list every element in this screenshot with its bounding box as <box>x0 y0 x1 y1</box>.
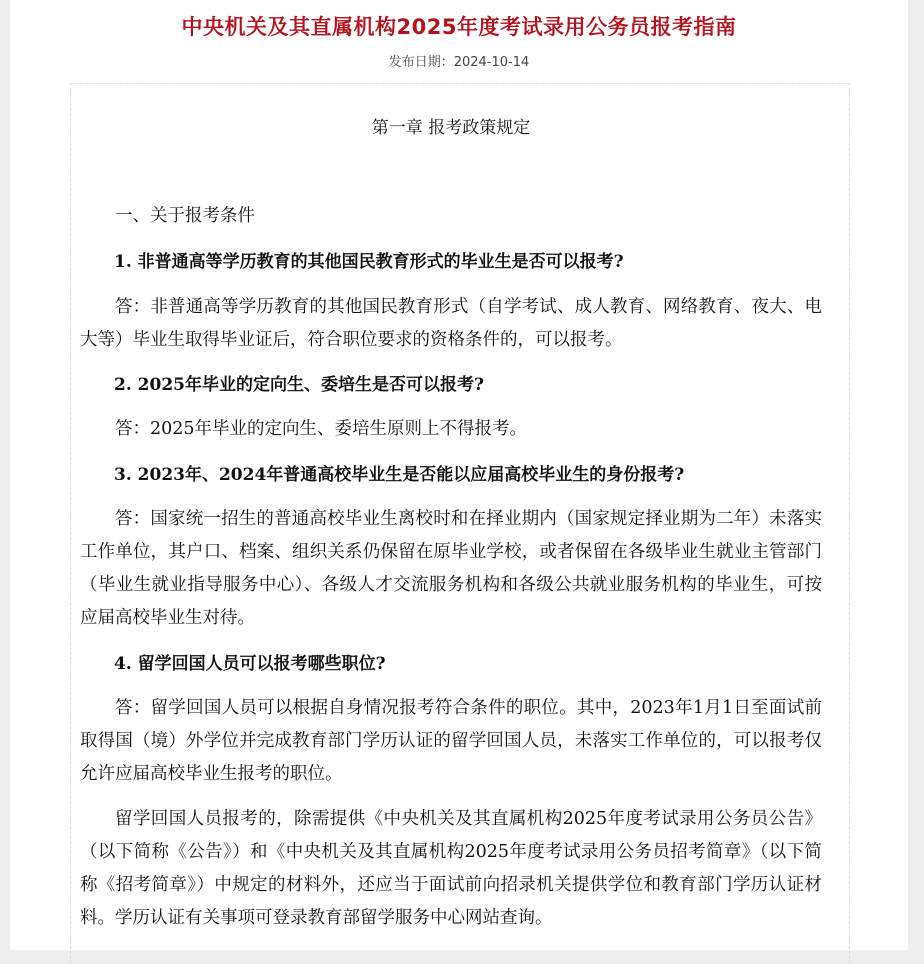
question-2: 2. 2025年毕业的定向生、委培生是否可以报考? <box>114 375 484 395</box>
answer-2: 答：2025年毕业的定向生、委培生原则上不得报考。 <box>115 419 528 439</box>
question-4: 4. 留学回国人员可以报考哪些职位? <box>114 654 386 674</box>
answer-1: 答：非普通高等学历教育的其他国民教育形式（自学考试、成人教育、网络教育、夜大、电大等）毕业生取得毕业证后，符合职位要求的资格条件的，可以报考。 <box>80 297 822 350</box>
question-1: 1. 非普通高等学历教育的其他国民教育形式的毕业生是否可以报考? <box>114 252 624 272</box>
answer-4-continued: 留学回国人员报考的，除需提供《中央机关及其直属机构2025年度考试录用公务员公告》（以下简称《公告》）和《中央机关及其直属机构2025年度考试录用公务员招考简章》（以下简称《招考简章》）中规定的材料外，还应当于面试前向招录机关提供学位和教育部门学历认证材料。学历认证有关事项可登录教育部留学服务中心网站查询。 <box>80 809 822 928</box>
answer-3: 答：国家统一招生的普通高校毕业生离校时和在择业期内（国家规定择业期为二年）未落实工作单位，其户口、档案、组织关系仍保留在原毕业学校，或者保留在各级毕业生就业主管部门（毕业生就业指导服务中心）、各级人才交流服务机构和各级公共就业服务机构的毕业生，可按应届高校毕业生对待。 <box>80 509 822 628</box>
section-heading: 一、关于报考条件 <box>115 206 255 226</box>
answer-4: 答：留学回国人员可以根据自身情况报考符合条件的职位。其中，2023年1月1日至面试前取得国（境）外学位并完成教育部门学历认证的留学回国人员，未落实工作单位的，可以报考仅允许应届高校毕业生报考的职位。 <box>80 698 822 784</box>
chapter-heading: 第一章 报考政策规定 <box>371 118 531 138</box>
question-3: 3. 2023年、2024年普通高校毕业生是否能以应届高校毕业生的身份报考? <box>114 465 685 485</box>
page-title: 中央机关及其直属机构2025年度考试录用公务员报考指南 <box>181 15 737 39</box>
publish-date: 发布日期：2024-10-14 <box>388 55 530 70</box>
